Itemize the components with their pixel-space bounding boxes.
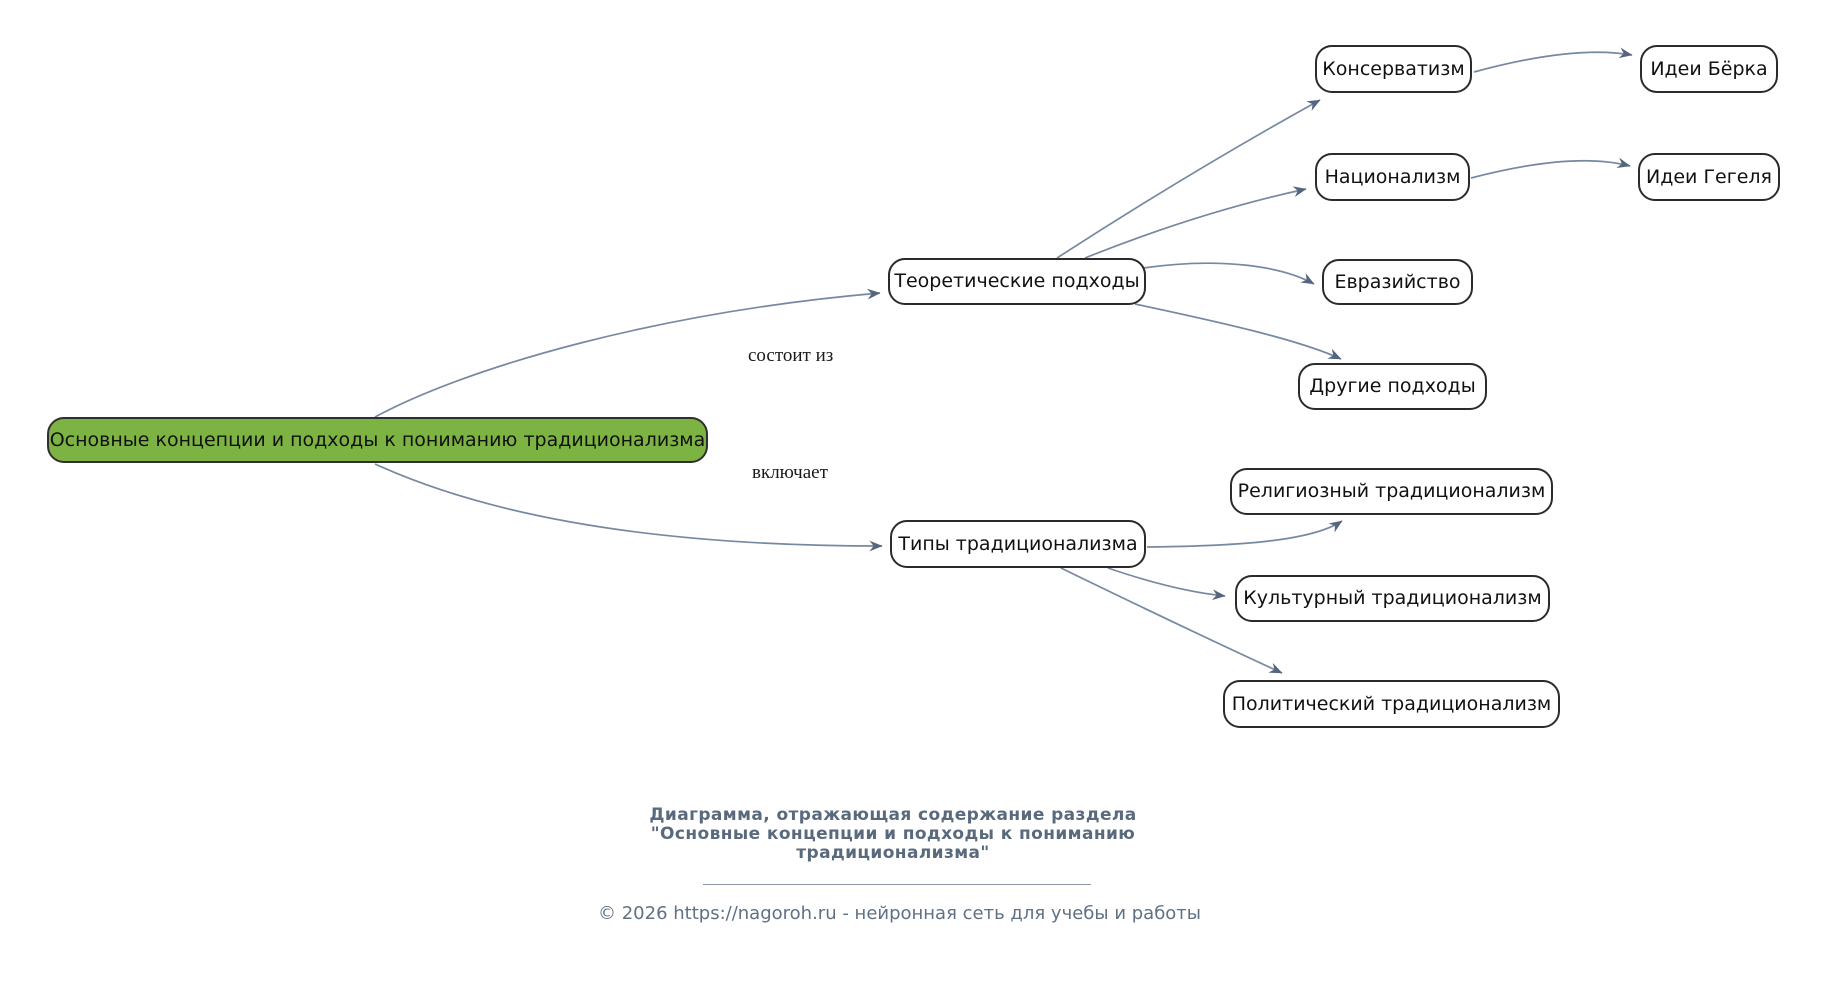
node-eurasianism: Евразийство (1322, 259, 1473, 305)
edge-nationalism-hegel (1471, 161, 1630, 178)
node-burke-ideas: Идеи Бёрка (1640, 45, 1778, 93)
caption-divider (703, 884, 1091, 885)
node-other-approaches: Другие подходы (1298, 363, 1487, 410)
caption-line-3: традиционализма" (796, 843, 990, 863)
node-theoretical-approaches: Теоретические подходы (888, 258, 1146, 305)
edge-theory-nationalism (1085, 189, 1306, 258)
node-political-traditionalism: Политический традиционализм (1223, 680, 1560, 728)
edge-label-includes: включает (752, 462, 828, 483)
edge-theory-conservatism (1057, 100, 1320, 258)
node-hegel-ideas: Идеи Гегеля (1638, 153, 1780, 201)
edge-theory-other (1135, 304, 1341, 359)
node-root: Основные концепции и подходы к пониманию традиционализма (47, 417, 708, 463)
node-types-of-traditionalism: Типы традиционализма (890, 520, 1146, 568)
edge-types-religious (1147, 521, 1342, 547)
node-religious-traditionalism: Религиозный традиционализм (1230, 468, 1553, 515)
node-nationalism: Национализм (1315, 153, 1470, 201)
caption-line-1: Диаграмма, отражающая содержание раздела (649, 805, 1137, 825)
edge-label-consists-of: состоит из (748, 345, 834, 366)
node-conservatism: Консерватизм (1315, 45, 1472, 93)
node-cultural-traditionalism: Культурный традиционализм (1235, 575, 1550, 622)
diagram-caption (633, 806, 1153, 863)
caption-line-2: "Основные концепции и подходы к пониманию (650, 824, 1136, 844)
edge-theory-eurasianism (1143, 263, 1314, 284)
copyright-text: © 2026 https://nagoroh.ru - нейронная сеть для учебы и работы (598, 903, 1202, 924)
edge-conservatism-burke (1474, 52, 1632, 72)
edge-types-cultural (1108, 568, 1225, 596)
